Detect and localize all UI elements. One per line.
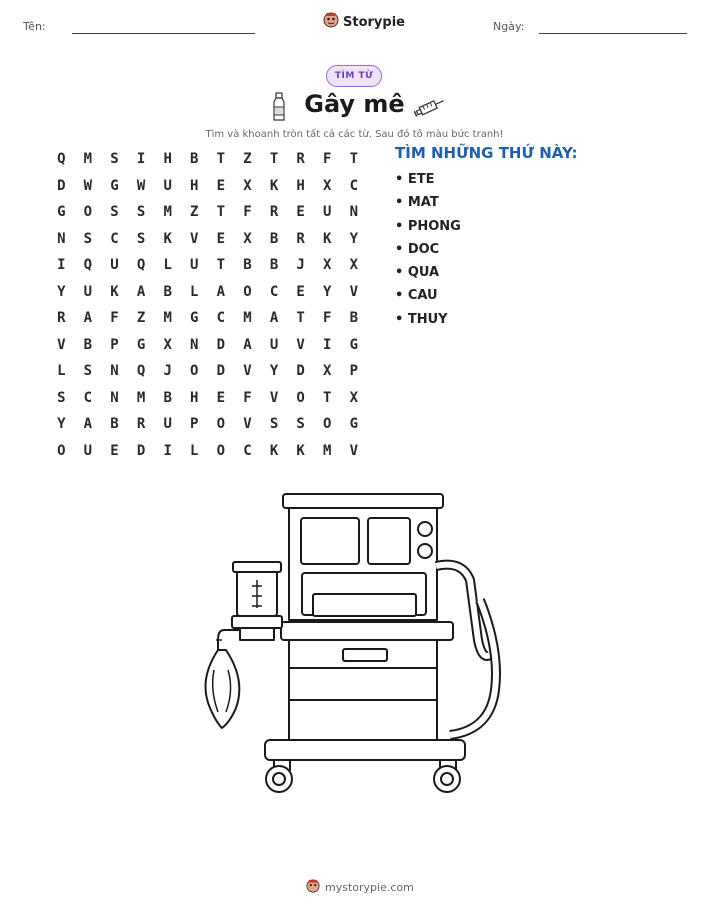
grid-letter[interactable]: O	[296, 389, 305, 406]
grid-letter[interactable]: S	[269, 416, 279, 433]
grid-letter[interactable]: P	[349, 363, 359, 380]
grid-letter[interactable]: V	[57, 336, 66, 353]
grid-letter[interactable]: Z	[136, 310, 146, 327]
grid-letter[interactable]: I	[136, 151, 146, 168]
grid-letter[interactable]: U	[83, 442, 93, 459]
name-line[interactable]	[72, 33, 255, 34]
grid-letter[interactable]: O	[190, 363, 199, 380]
grid-letter[interactable]: C	[349, 177, 359, 194]
grid-letter[interactable]: U	[190, 257, 199, 274]
grid-letter[interactable]: S	[110, 151, 119, 168]
instructions: Tìm và khoanh tròn tất cả các từ. Sau đó tô màu bức tranh!	[205, 129, 504, 140]
grid-letter[interactable]: K	[323, 230, 332, 247]
grid-letter[interactable]: U	[83, 283, 93, 300]
grid-letter[interactable]: M	[243, 310, 252, 327]
grid-letter[interactable]: U	[323, 204, 332, 221]
grid-letter[interactable]: D	[57, 177, 66, 194]
grid-letter[interactable]: K	[110, 283, 119, 300]
grid-letter[interactable]: C	[110, 230, 119, 247]
grid-letter[interactable]: B	[110, 416, 119, 433]
grid-letter[interactable]: Q	[136, 257, 146, 274]
grid-letter[interactable]: B	[349, 310, 359, 327]
grid-letter[interactable]: E	[296, 283, 305, 300]
grid-letter[interactable]: C	[83, 389, 93, 406]
name-label: Tên:	[23, 20, 46, 33]
grid-letter[interactable]: M	[163, 204, 172, 221]
grid-letter[interactable]: F	[323, 151, 332, 168]
grid-letter[interactable]: A	[269, 310, 279, 327]
grid-letter[interactable]: G	[190, 310, 199, 327]
grid-letter[interactable]: T	[269, 151, 279, 168]
footer-url[interactable]: mystorypie.com	[325, 881, 414, 894]
grid-letter[interactable]: N	[190, 336, 199, 353]
grid-letter[interactable]: U	[110, 257, 119, 274]
grid-letter[interactable]: K	[269, 177, 279, 194]
grid-letter[interactable]: S	[136, 204, 146, 221]
grid-letter[interactable]: S	[110, 204, 119, 221]
word-item: • CAU	[395, 288, 438, 304]
grid-letter[interactable]: D	[296, 363, 305, 380]
grid-letter[interactable]: A	[136, 283, 146, 300]
word-list	[395, 170, 461, 333]
grid-letter[interactable]: M	[83, 151, 93, 168]
grid-letter[interactable]: K	[163, 230, 172, 247]
grid-letter[interactable]: I	[323, 336, 332, 353]
grid-letter[interactable]: V	[243, 363, 252, 380]
grid-letter[interactable]: X	[163, 336, 172, 353]
grid-letter[interactable]: F	[110, 310, 119, 327]
grid-letter[interactable]: X	[349, 257, 359, 274]
grid-letter[interactable]: X	[323, 257, 332, 274]
grid-letter[interactable]: H	[190, 177, 199, 194]
grid-letter[interactable]: F	[323, 310, 332, 327]
grid-letter[interactable]: E	[216, 230, 226, 247]
grid-letter[interactable]: O	[216, 416, 226, 433]
grid-letter[interactable]: O	[243, 283, 252, 300]
grid-letter[interactable]: R	[296, 230, 305, 247]
storypie-logo-icon	[323, 12, 339, 32]
grid-letter[interactable]: Q	[136, 363, 146, 380]
footer	[306, 878, 414, 897]
grid-letter[interactable]: V	[349, 283, 359, 300]
grid-letter[interactable]: S	[136, 230, 146, 247]
grid-letter[interactable]: G	[57, 204, 66, 221]
grid-letter[interactable]: S	[83, 230, 93, 247]
word-item: • MAT	[395, 195, 439, 211]
grid-letter[interactable]: M	[163, 310, 172, 327]
anesthesia-machine-illustration	[198, 488, 508, 802]
title-row	[0, 90, 709, 128]
grid-letter[interactable]: A	[83, 310, 93, 327]
grid-letter[interactable]: N	[110, 389, 119, 406]
grid-letter[interactable]: V	[269, 389, 279, 406]
grid-letter[interactable]: U	[163, 416, 172, 433]
grid-letter[interactable]: V	[349, 442, 359, 459]
word-item: • THUY	[395, 311, 448, 327]
grid-letter[interactable]: V	[243, 416, 252, 433]
page-title: Gây mê	[304, 90, 405, 118]
grid-letter[interactable]: E	[110, 442, 119, 459]
grid-letter[interactable]: G	[136, 336, 146, 353]
grid-letter[interactable]: L	[57, 363, 66, 380]
grid-letter[interactable]: H	[163, 151, 172, 168]
grid-letter[interactable]: O	[83, 204, 93, 221]
grid-letter[interactable]: R	[269, 204, 279, 221]
grid-letter[interactable]: A	[216, 283, 226, 300]
grid-letter[interactable]: O	[216, 442, 226, 459]
grid-letter[interactable]: G	[110, 177, 119, 194]
grid-letter[interactable]: F	[243, 204, 252, 221]
grid-letter[interactable]: C	[269, 283, 279, 300]
grid-letter[interactable]: D	[216, 336, 226, 353]
grid-letter[interactable]: A	[83, 416, 93, 433]
grid-letter[interactable]: B	[190, 151, 199, 168]
grid-letter[interactable]: A	[243, 336, 252, 353]
grid-letter[interactable]: P	[110, 336, 119, 353]
grid-letter[interactable]: B	[269, 257, 279, 274]
grid-letter[interactable]: D	[136, 442, 146, 459]
grid-letter[interactable]: Y	[323, 283, 332, 300]
grid-letter[interactable]: Y	[269, 363, 279, 380]
grid-letter[interactable]: B	[243, 257, 252, 274]
grid-letter[interactable]: L	[190, 442, 199, 459]
date-label: Ngày:	[493, 20, 525, 33]
grid-letter[interactable]: N	[57, 230, 66, 247]
grid-letter[interactable]: M	[323, 442, 332, 459]
grid-letter[interactable]: U	[269, 336, 279, 353]
grid-letter[interactable]: G	[349, 336, 359, 353]
date-line[interactable]	[539, 33, 687, 34]
grid-letter[interactable]: T	[216, 257, 226, 274]
grid-letter[interactable]: T	[349, 151, 359, 168]
grid-letter[interactable]: K	[269, 442, 279, 459]
grid-letter[interactable]: H	[296, 177, 305, 194]
grid-letter[interactable]: R	[57, 310, 66, 327]
word-item: • DOC	[395, 241, 440, 257]
grid-letter[interactable]: H	[190, 389, 199, 406]
grid-letter[interactable]: K	[296, 442, 305, 459]
grid-letter[interactable]: Y	[57, 416, 66, 433]
grid-letter[interactable]: Z	[190, 204, 199, 221]
grid-letter[interactable]: O	[57, 442, 66, 459]
grid-letter[interactable]: X	[243, 177, 252, 194]
word-item: • PHONG	[395, 218, 461, 234]
grid-letter[interactable]: Q	[57, 151, 66, 168]
grid-letter[interactable]: S	[57, 389, 66, 406]
grid-letter[interactable]: Z	[243, 151, 252, 168]
grid-letter[interactable]: V	[296, 336, 305, 353]
grid-letter[interactable]: I	[163, 442, 172, 459]
grid-letter[interactable]: T	[216, 204, 226, 221]
grid-letter[interactable]: M	[136, 389, 146, 406]
grid-letter[interactable]: B	[83, 336, 93, 353]
grid-letter[interactable]: E	[216, 177, 226, 194]
grid-letter[interactable]: Y	[57, 283, 66, 300]
grid-letter[interactable]: Q	[83, 257, 93, 274]
word-item: • QUA	[395, 265, 440, 281]
grid-letter[interactable]: E	[216, 389, 226, 406]
word-item: • ETE	[395, 172, 435, 187]
grid-letter[interactable]: O	[323, 416, 332, 433]
grid-letter[interactable]: T	[296, 310, 305, 327]
grid-letter[interactable]: F	[243, 389, 252, 406]
word-list-heading: TÌM NHỮNG THỨ NÀY:	[395, 144, 578, 162]
grid-letter[interactable]: V	[190, 230, 199, 247]
grid-letter[interactable]: C	[243, 442, 252, 459]
word-search-badge: TÌM TỪ	[326, 65, 382, 87]
grid-letter[interactable]: U	[163, 177, 172, 194]
brand	[323, 12, 405, 32]
grid-letter[interactable]: N	[110, 363, 119, 380]
grid-letter[interactable]: L	[190, 283, 199, 300]
grid-letter[interactable]: E	[296, 204, 305, 221]
grid-letter[interactable]: S	[296, 416, 305, 433]
grid-letter[interactable]: N	[349, 204, 359, 221]
grid-letter[interactable]: X	[323, 363, 332, 380]
grid-letter[interactable]: X	[323, 177, 332, 194]
grid-letter[interactable]: T	[323, 389, 332, 406]
storypie-logo-icon	[306, 878, 320, 897]
letter-grid	[48, 146, 367, 464]
grid-letter[interactable]: P	[190, 416, 199, 433]
grid-letter[interactable]: X	[243, 230, 252, 247]
grid-letter[interactable]: D	[216, 363, 226, 380]
grid-letter[interactable]: B	[163, 283, 172, 300]
grid-letter[interactable]: S	[83, 363, 93, 380]
grid-letter[interactable]: B	[269, 230, 279, 247]
syringe-icon	[414, 96, 446, 122]
grid-letter[interactable]: R	[296, 151, 305, 168]
brand-name: Storypie	[343, 14, 405, 30]
grid-letter[interactable]: Y	[349, 230, 359, 247]
grid-letter[interactable]: W	[136, 177, 146, 194]
grid-letter[interactable]: R	[136, 416, 146, 433]
grid-letter[interactable]: I	[57, 257, 66, 274]
grid-letter[interactable]: X	[349, 389, 359, 406]
grid-letter[interactable]: B	[163, 389, 172, 406]
grid-letter[interactable]: L	[163, 257, 172, 274]
grid-letter[interactable]: W	[83, 177, 93, 194]
grid-letter[interactable]: J	[296, 257, 305, 274]
grid-letter[interactable]: G	[349, 416, 359, 433]
grid-letter[interactable]: T	[216, 151, 226, 168]
grid-letter[interactable]: C	[216, 310, 226, 327]
grid-letter[interactable]: J	[163, 363, 172, 380]
